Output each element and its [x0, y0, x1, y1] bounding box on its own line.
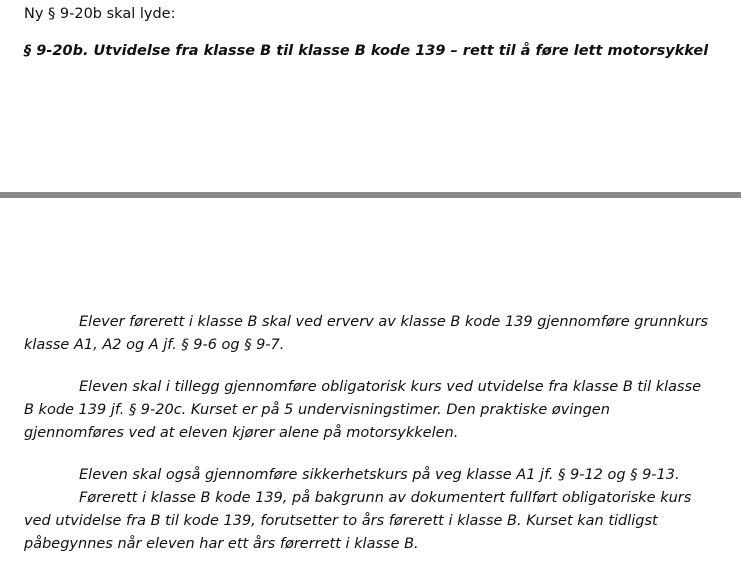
page-break-divider — [0, 192, 741, 198]
paragraph-line: ved utvidelse fra B til kode 139, forutsetter to års førerett i klasse B. Kurset kan tidligst — [24, 513, 658, 529]
paragraph-1 — [24, 311, 724, 357]
section-heading: § 9-20b. Utvidelse fra klasse B til klasse B kode 139 – rett til å føre lett motorsykkel — [24, 43, 709, 59]
paragraph-2 — [24, 376, 724, 445]
paragraph-line: Eleven skal i tillegg gjennomføre obligatorisk kurs ved utvidelse fra klasse B til klasse — [79, 379, 702, 395]
paragraph-line: påbegynnes når eleven har ett års førerrett i klasse B. — [24, 536, 419, 552]
paragraph-3 — [24, 464, 724, 556]
paragraph-line: klasse A1, A2 og A jf. § 9-6 og § 9-7. — [24, 337, 285, 353]
paragraph-line: gjennomføres ved at eleven kjører alene på motorsykkelen. — [24, 425, 459, 441]
paragraph-line: Elever førerett i klasse B skal ved erverv av klasse B kode 139 gjennomføre grunnkurs — [79, 314, 709, 330]
paragraph-line: Eleven skal også gjennomføre sikkerhetskurs på veg klasse A1 jf. § 9-12 og § 9-13. — [79, 467, 680, 483]
section-body — [24, 311, 724, 556]
intro-text: Ny § 9-20b skal lyde: — [24, 6, 176, 22]
paragraph-line: Førerett i klasse B kode 139, på bakgrunn av dokumentert fullført obligatoriske kurs — [79, 490, 692, 506]
paragraph-line: B kode 139 jf. § 9-20c. Kurset er på 5 undervisningstimer. Den praktiske øvingen — [24, 402, 610, 418]
